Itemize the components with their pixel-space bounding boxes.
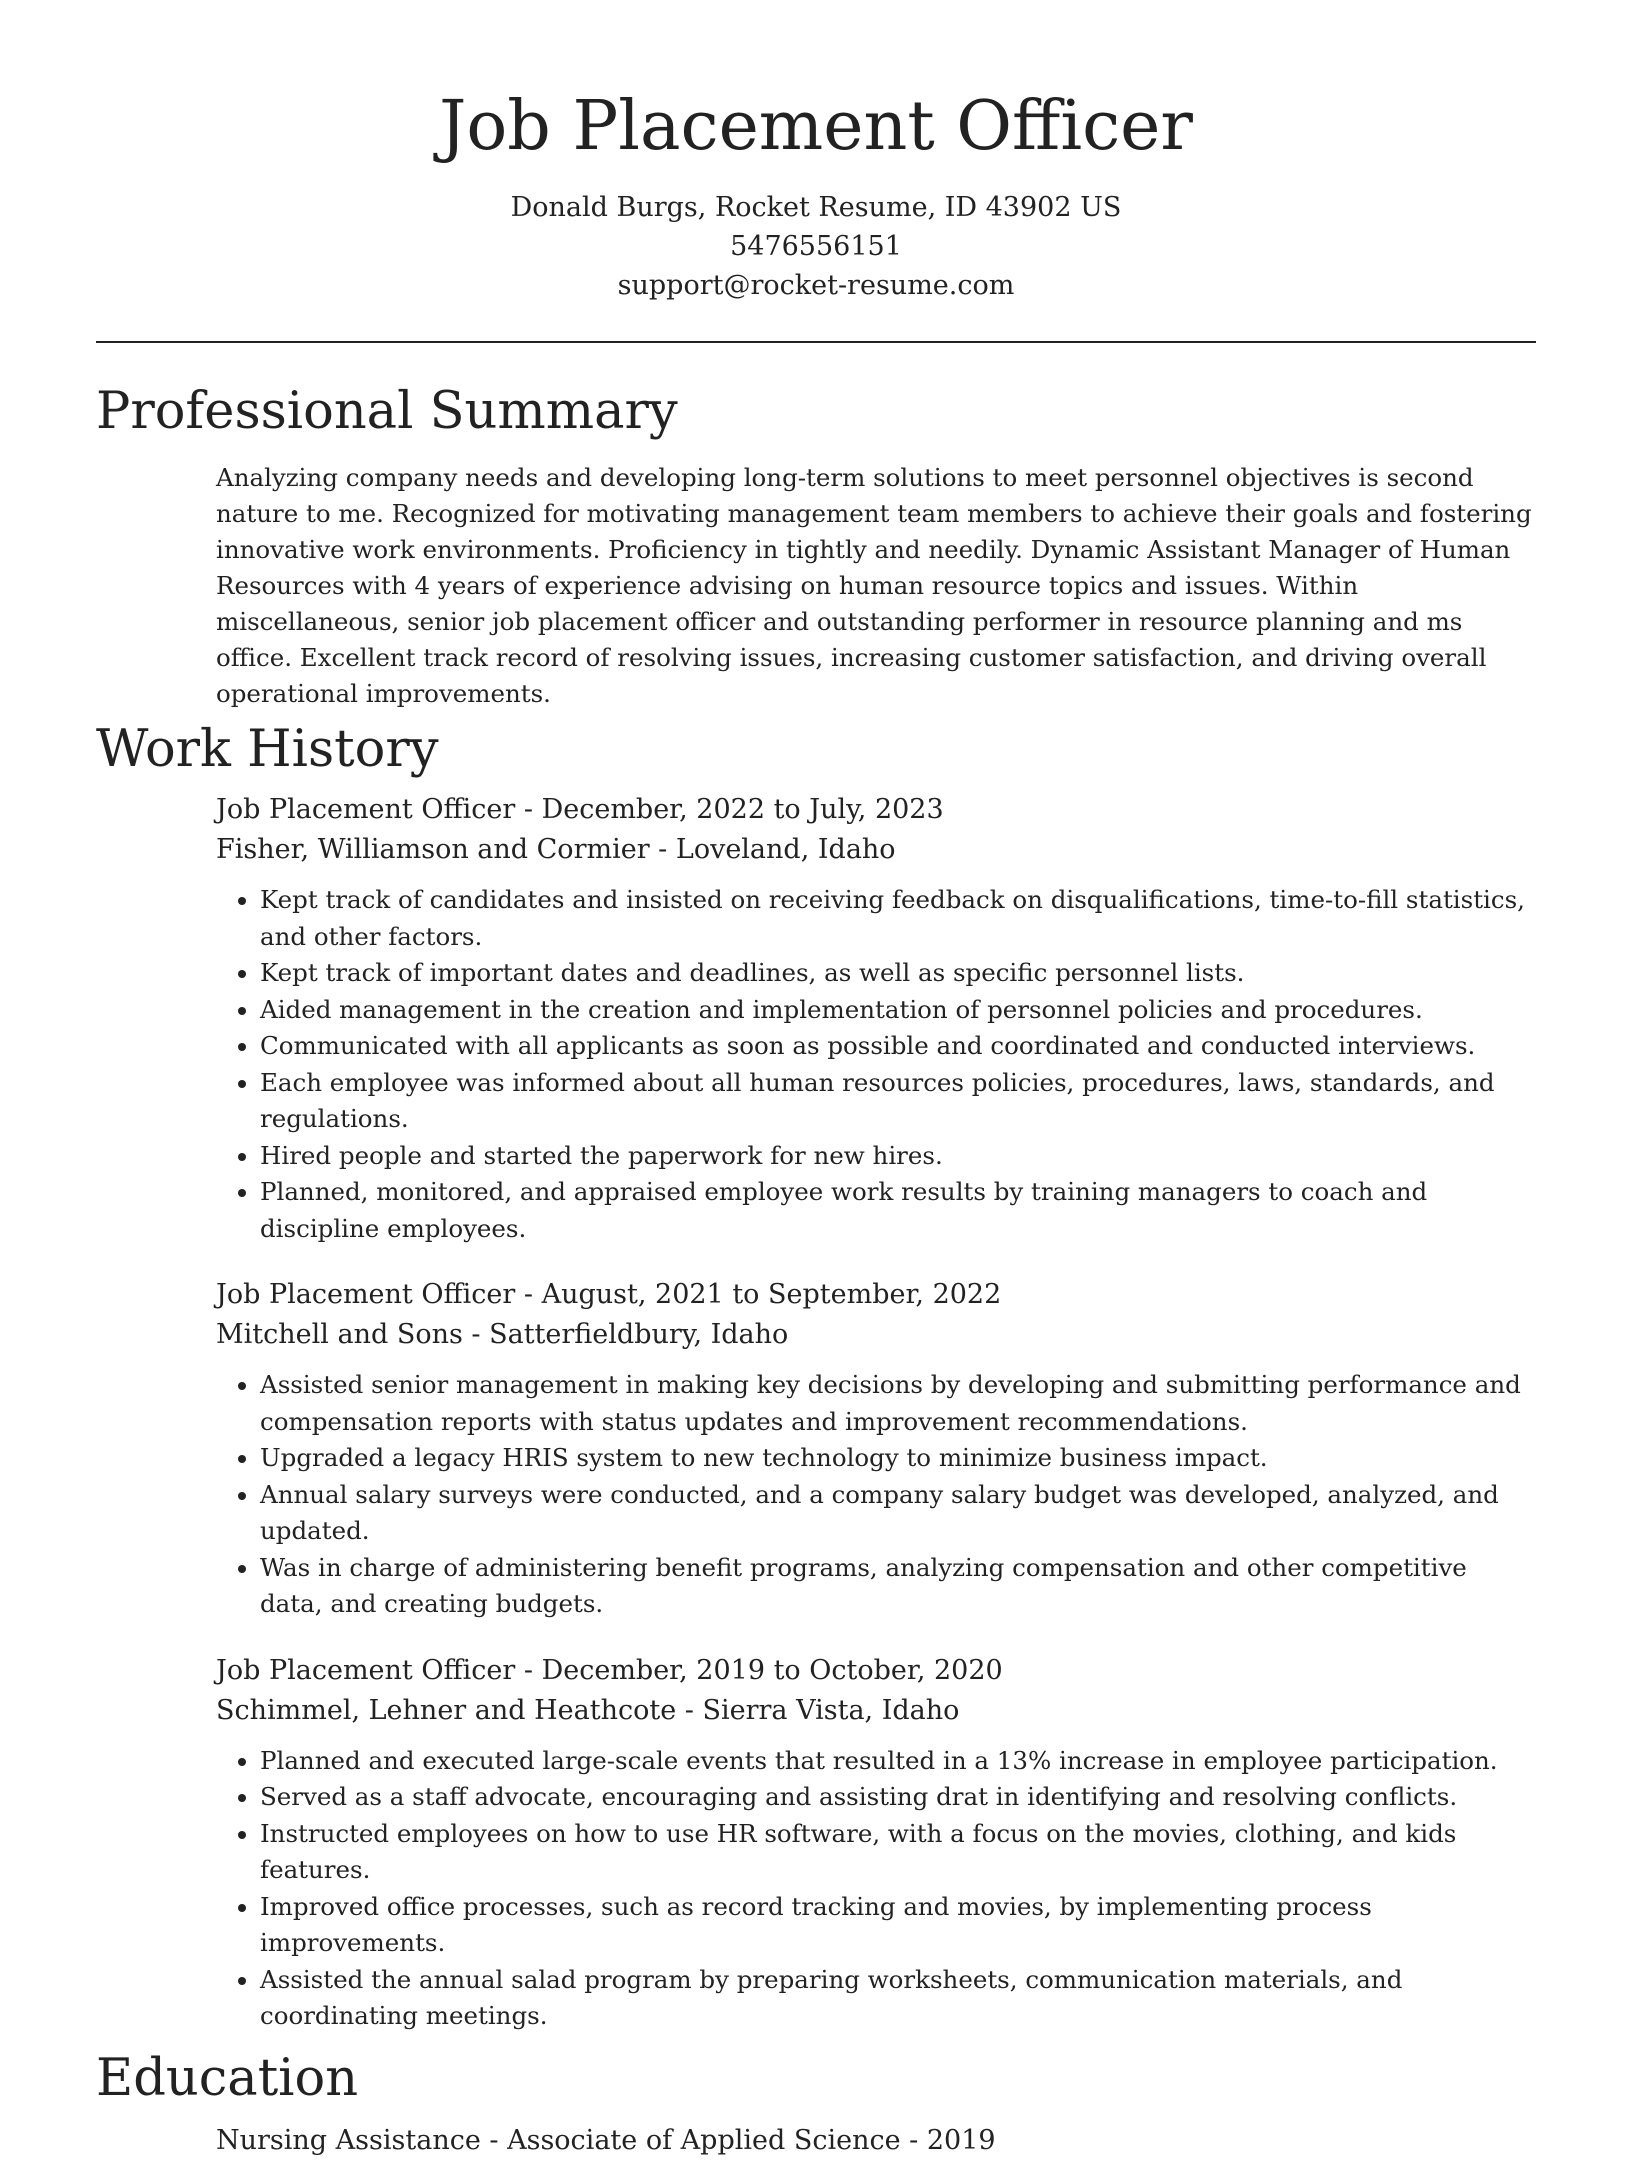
contact-phone: 5476556151 xyxy=(730,231,902,262)
contact-address: Donald Burgs, Rocket Resume, ID 43902 US xyxy=(510,192,1122,223)
job-bullet: • Hired people and started the paperwork for new hires. xyxy=(260,1138,1536,1175)
job-bullet: • Assisted senior management in making key decisions by developing and submitting performance and compensation reports with status updates and improvement recommendations. xyxy=(260,1367,1536,1440)
job-bullets xyxy=(216,1367,1536,1623)
work-history-title: Work History xyxy=(96,720,439,779)
job-bullet: • Planned, monitored, and appraised employee work results by training managers to coach and discipline employees. xyxy=(260,1174,1536,1247)
job-entry xyxy=(96,790,1536,1247)
job-bullets xyxy=(216,882,1536,1247)
job-bullet: • Instructed employees on how to use HR software, with a focus on the movies, clothing, and kids features. xyxy=(260,1816,1536,1889)
work-history-section xyxy=(96,712,1536,2035)
education-entry: Nursing Assistance - Associate of Applied Science - 2019 xyxy=(216,2124,996,2156)
education-title: Education xyxy=(96,2048,359,2108)
job-bullet: • Annual salary surveys were conducted, and a company salary budget was developed, analyzed, and updated. xyxy=(260,1477,1536,1550)
job-bullet: • Planned and executed large-scale events that resulted in a 13% increase in employee participation. xyxy=(260,1743,1536,1780)
resume-body xyxy=(96,374,1536,2161)
job-bullet: • Kept track of important dates and deadlines, as well as specific personnel lists. xyxy=(260,955,1536,992)
job-entry xyxy=(96,1275,1536,1623)
header-divider xyxy=(96,341,1536,343)
contact-info xyxy=(0,188,1632,305)
job-bullet: • Improved office processes, such as record tracking and movies, by implementing process improvements. xyxy=(260,1889,1536,1962)
summary-title: Professional Summary xyxy=(96,382,678,441)
job-bullet: • Upgraded a legacy HRIS system to new technology to minimize business impact. xyxy=(260,1440,1536,1477)
job-bullet: • Served as a staff advocate, encouraging and assisting drat in identifying and resolving conflicts. xyxy=(260,1779,1536,1816)
job-company: Fisher, Williamson and Cormier - Loveland, Idaho xyxy=(216,834,896,865)
resume-name: Job Placement Officer xyxy=(439,87,1193,166)
job-bullet: • Each employee was informed about all human resources policies, procedures, laws, standards, and regulations. xyxy=(260,1065,1536,1138)
job-bullet: • Aided management in the creation and implementation of personnel policies and procedures. xyxy=(260,992,1536,1029)
education-section xyxy=(96,2041,1536,2161)
job-heading: Job Placement Officer - August, 2021 to September, 2022 xyxy=(216,1279,1002,1310)
job-bullet: • Was in charge of administering benefit programs, analyzing compensation and other competitive data, and creating budgets. xyxy=(260,1550,1536,1623)
contact-email: support@rocket-resume.com xyxy=(617,270,1015,301)
job-company: Mitchell and Sons - Satterfieldbury, Idaho xyxy=(216,1319,789,1350)
job-bullet: • Communicated with all applicants as soon as possible and coordinated and conducted interviews. xyxy=(260,1028,1536,1065)
job-bullets xyxy=(216,1743,1536,2035)
job-heading: Job Placement Officer - December, 2019 to October, 2020 xyxy=(216,1654,1003,1686)
summary-section xyxy=(96,374,1536,712)
job-company: Schimmel, Lehner and Heathcote - Sierra Vista, Idaho xyxy=(216,1694,960,1726)
summary-text: Analyzing company needs and developing long-term solutions to meet personnel objectives is second nature to me. Recognized for motivating management team members to achieve their goals and fostering innovative work environments. Proficiency in tightly and needily. Dynamic Assistant Manager of Human Resources with 4 years of experience advising on human resource topics and issues. Within miscellaneous, senior job placement officer and outstanding performer in resource planning and ms office. Excellent track record of resolving issues, increasing customer satisfaction, and driving overall operational improvements. xyxy=(216,463,1532,708)
job-bullet: • Kept track of candidates and insisted on receiving feedback on disqualifications, time-to-fill statistics, and other factors. xyxy=(260,882,1536,955)
job-heading: Job Placement Officer - December, 2022 to July, 2023 xyxy=(216,794,944,825)
resume-header xyxy=(0,0,1632,305)
job-bullet: • Assisted the annual salad program by preparing worksheets, communication materials, and coordinating meetings. xyxy=(260,1962,1536,2035)
job-entry xyxy=(96,1651,1536,2035)
